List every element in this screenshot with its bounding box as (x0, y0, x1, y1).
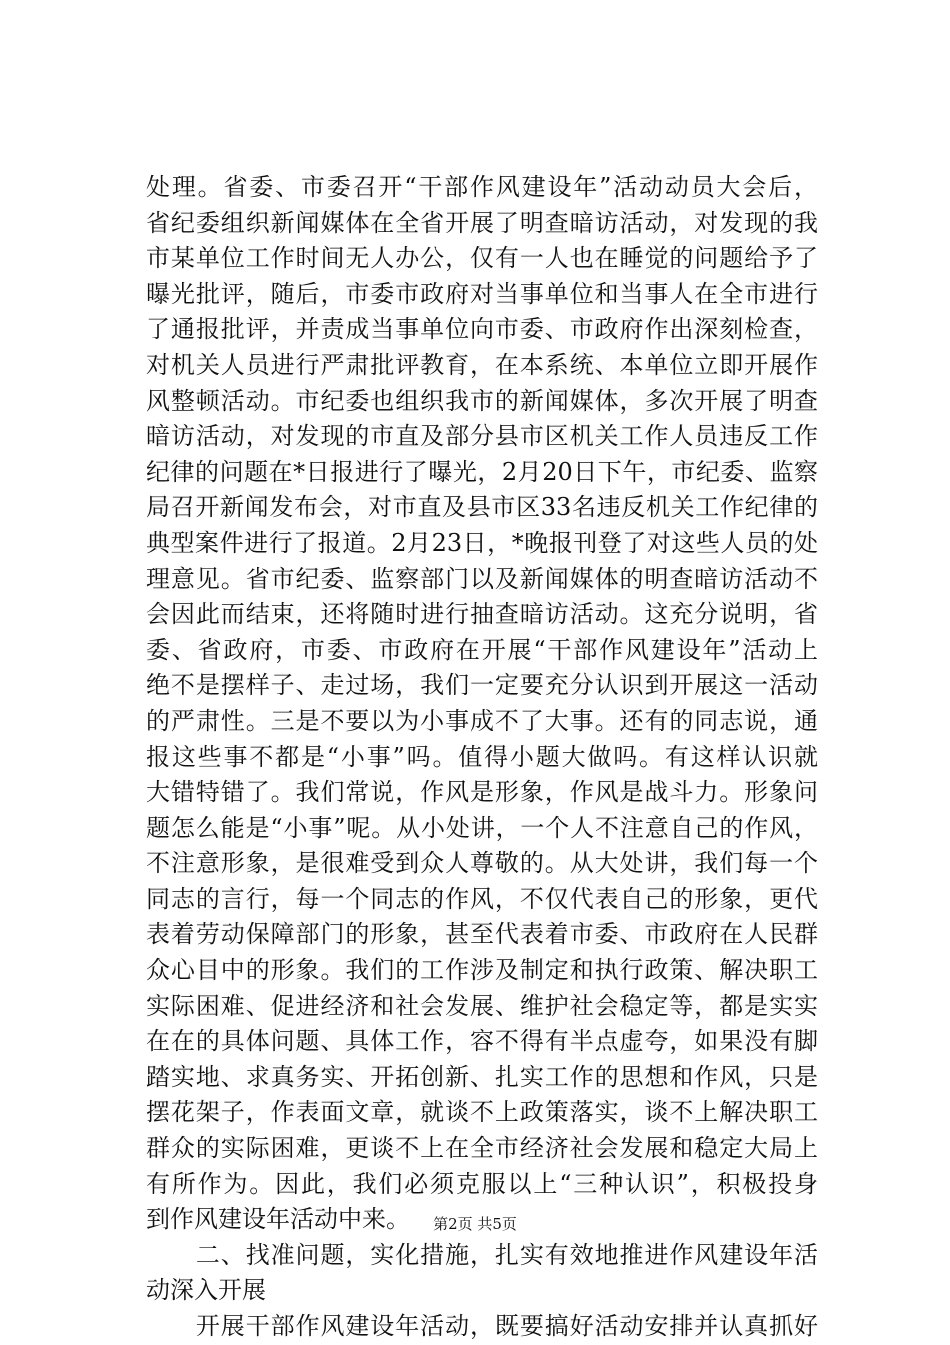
section-heading-line: 二、找准问题，实化措施，扎实有效地推进作风建设年活 (146, 1240, 818, 1269)
body-line: 报这些事不都是“小事”吗。值得小题大做吗。有这样认识就 (146, 742, 818, 771)
body-line: 摆花架子，作表面文章，就谈不上政策落实，谈不上解决职工 (146, 1098, 818, 1127)
body-line: 省纪委组织新闻媒体在全省开展了明查暗访活动，对发现的我 (146, 208, 818, 237)
body-line: 会因此而结束，还将随时进行抽查暗访活动。这充分说明，省 (146, 600, 818, 629)
body-line: 大错特错了。我们常说，作风是形象，作风是战斗力。形象问 (146, 778, 818, 807)
body-line: 题怎么能是“小事”呢。从小处讲，一个人不注意自己的作风， (146, 813, 818, 842)
body-line: 典型案件进行了报道。2月23日，*晚报刊登了对这些人员的处 (146, 528, 818, 557)
body-line: 实际困难、促进经济和社会发展、维护社会稳定等，都是实实 (146, 991, 818, 1020)
body-line: 群众的实际困难，更谈不上在全市经济社会发展和稳定大局上 (146, 1134, 818, 1163)
body-line: 同志的言行，每一个同志的作风，不仅代表自己的形象，更代 (146, 884, 818, 913)
body-line: 暗访活动，对发现的市直及部分县市区机关工作人员违反工作 (146, 422, 818, 451)
body-line: 不注意形象，是很难受到众人尊敬的。从大处讲，我们每一个 (146, 849, 818, 878)
body-line: 了通报批评，并责成当事单位向市委、市政府作出深刻检查， (146, 315, 818, 344)
body-line: 有所作为。因此，我们必须克服以上“三种认识”，积极投身 (146, 1169, 818, 1198)
body-line: 对机关人员进行严肃批评教育，在本系统、本单位立即开展作 (146, 350, 818, 379)
body-line: 处理。省委、市委召开“干部作风建设年”活动动员大会后， (146, 173, 818, 201)
body-line: 到作风建设年活动中来。 (146, 1205, 410, 1234)
body-line: 开展干部作风建设年活动，既要搞好活动安排并认真抓好 (146, 1312, 818, 1340)
section-heading-line: 动深入开展 (146, 1276, 266, 1305)
body-line: 局召开新闻发布会，对市直及县市区33名违反机关工作纪律的 (146, 493, 818, 522)
body-line: 在在的具体问题、具体工作，容不得有半点虚夸，如果没有脚 (146, 1027, 818, 1056)
body-line: 曝光批评，随后，市委市政府对当事单位和当事人在全市进行 (146, 279, 818, 308)
body-line: 众心目中的形象。我们的工作涉及制定和执行政策、解决职工 (146, 956, 818, 985)
body-line: 纪律的问题在*日报进行了曝光，2月20日下午，市纪委、监察 (146, 457, 818, 486)
body-line: 风整顿活动。市纪委也组织我市的新闻媒体，多次开展了明查 (146, 386, 818, 415)
body-line: 委、省政府，市委、市政府在开展“干部作风建设年”活动上 (146, 635, 818, 664)
page-number-footer: 第2页 共5页 (433, 1215, 517, 1233)
body-line: 市某单位工作时间无人办公，仅有一人也在睡觉的问题给予了 (146, 244, 818, 273)
body-line: 的严肃性。三是不要以为小事成不了大事。还有的同志说，通 (146, 706, 818, 735)
body-line: 绝不是摆样子、走过场，我们一定要充分认识到开展这一活动 (146, 671, 818, 700)
body-line: 表着劳动保障部门的形象，甚至代表着市委、市政府在人民群 (146, 920, 818, 949)
body-line: 理意见。省市纪委、监察部门以及新闻媒体的明查暗访活动不 (146, 564, 818, 593)
document-body (146, 170, 818, 1345)
body-line: 踏实地、求真务实、开拓创新、扎实工作的思想和作风，只是 (146, 1062, 818, 1091)
